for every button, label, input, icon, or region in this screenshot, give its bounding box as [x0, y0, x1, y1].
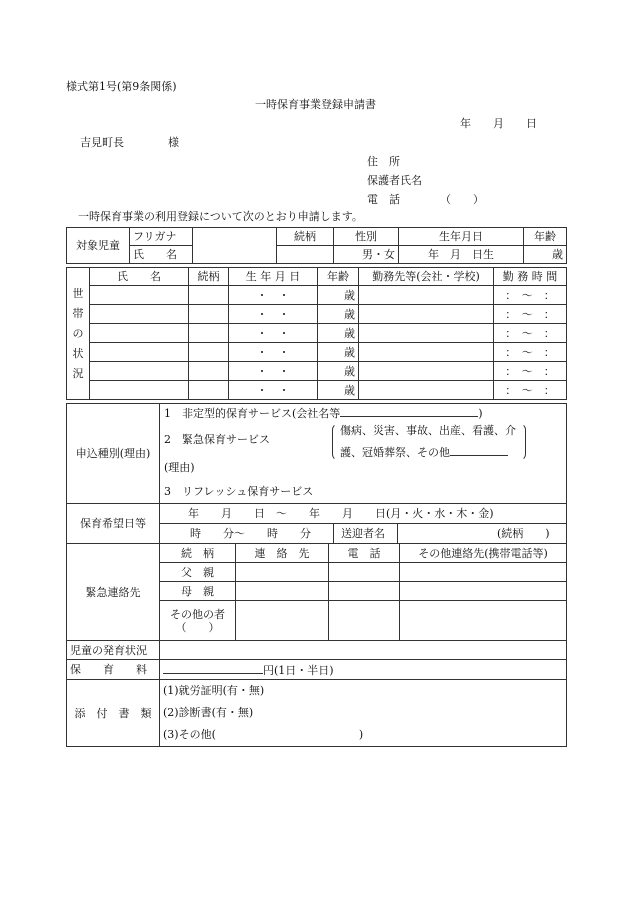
household-name-field[interactable] — [90, 324, 189, 343]
household-birthdate-field[interactable]: ・ ・ — [229, 286, 318, 305]
household-hours-field[interactable]: ： ～ ： — [494, 305, 567, 324]
time-range-cell[interactable]: 時 分～ 時 分 — [160, 524, 334, 544]
reason-label: (理由) — [164, 461, 195, 474]
relation-label: 続柄 — [277, 228, 334, 246]
age-label: 年齢 — [524, 228, 567, 246]
pickup-name-field[interactable] — [397, 524, 567, 544]
household-row — [67, 305, 567, 324]
child-name-field[interactable] — [193, 228, 277, 264]
other-phone-field[interactable] — [329, 601, 400, 641]
household-hours-field[interactable]: ： ～ ： — [494, 362, 567, 381]
household-table — [66, 267, 567, 400]
household-hours-field[interactable]: ： ～ ： — [494, 286, 567, 305]
address-label: 住 所 — [367, 155, 400, 168]
mother-other-field[interactable] — [400, 582, 567, 601]
household-name-field[interactable] — [90, 343, 189, 362]
mother-phone-field[interactable] — [329, 582, 400, 601]
household-name-field[interactable] — [90, 286, 189, 305]
household-workplace-field[interactable] — [359, 381, 494, 400]
page-title: 一時保育事業登録申請書 — [255, 98, 376, 111]
option-1-irregular: 1 非定型的保育サービス(会社名等 ) — [164, 407, 483, 420]
household-birthdate-field[interactable]: ・ ・ — [229, 324, 318, 343]
household-relation-field[interactable] — [189, 343, 229, 362]
household-header-birthdate: 生 年 月 日 — [229, 268, 318, 286]
household-age-field[interactable]: 歳 — [318, 305, 359, 324]
emergency-table — [66, 543, 567, 641]
desired-dates-label: 保育希望日等 — [67, 504, 160, 544]
household-birthdate-field[interactable]: ・ ・ — [229, 381, 318, 400]
household-age-field[interactable]: 歳 — [318, 324, 359, 343]
option-2-emergency[interactable]: 2 緊急保育サービス — [164, 433, 270, 446]
household-row — [67, 286, 567, 305]
household-name-field[interactable] — [90, 381, 189, 400]
household-birthdate-field[interactable]: ・ ・ — [229, 343, 318, 362]
attachments-field — [160, 680, 567, 747]
other-contact-field[interactable] — [236, 601, 329, 641]
fee-label: 保 育 料 — [67, 660, 160, 680]
household-birthdate-field[interactable]: ・ ・ — [229, 362, 318, 381]
household-header-workplace: 勤務先等(会社・学校) — [359, 268, 494, 286]
relation-field[interactable] — [277, 246, 334, 264]
household-birthdate-field[interactable]: ・ ・ — [229, 305, 318, 324]
household-relation-field[interactable] — [189, 305, 229, 324]
emergency-header-other: その他連絡先(携帯電話等) — [400, 544, 567, 563]
household-workplace-field[interactable] — [359, 362, 494, 381]
phone-area-code[interactable]: （ ） — [440, 193, 484, 206]
household-relation-field[interactable] — [189, 381, 229, 400]
emergency-header-contact: 連 絡 先 — [236, 544, 329, 563]
household-relation-field[interactable] — [189, 324, 229, 343]
application-type-field[interactable] — [160, 404, 567, 504]
intro-text: 一時保育事業の利用登録について次のとおり申請します。 — [78, 210, 363, 223]
other-other-field[interactable] — [400, 601, 567, 641]
company-name-field[interactable] — [340, 405, 478, 417]
development-label: 児童の発育状況 — [67, 641, 160, 660]
household-header-relation: 続柄 — [189, 268, 229, 286]
attachment-other[interactable]: (3)その他( ) — [163, 728, 364, 741]
household-age-field[interactable]: 歳 — [318, 286, 359, 305]
father-contact-field[interactable] — [236, 563, 329, 582]
household-hours-field[interactable]: ： ～ ： — [494, 343, 567, 362]
pickup-label: 送迎者名 — [341, 527, 385, 540]
pickup-relation: (続柄 ) — [497, 527, 550, 540]
household-age-field[interactable]: 歳 — [318, 343, 359, 362]
attachment-employment-cert[interactable]: (1)就労証明(有・無) — [163, 684, 265, 697]
fee-field[interactable]: 円(1日・半日) — [160, 660, 567, 680]
other-reason-field[interactable] — [450, 444, 508, 456]
other-person-label[interactable]: その他の者 （ ） — [160, 601, 236, 641]
child-label: 対象児童 — [67, 228, 130, 264]
household-row — [67, 381, 567, 400]
form-number: 様式第1号(第9条関係) — [66, 80, 177, 93]
household-header-name: 氏 名 — [90, 268, 189, 286]
household-row — [67, 324, 567, 343]
attachment-medical-cert[interactable]: (2)診断書(有・無) — [163, 706, 254, 719]
father-phone-field[interactable] — [329, 563, 400, 582]
household-header-age: 年齢 — [318, 268, 359, 286]
household-workplace-field[interactable] — [359, 286, 494, 305]
furigana-label: フリガナ — [130, 228, 193, 246]
household-relation-field[interactable] — [189, 362, 229, 381]
mother-label: 母 親 — [160, 582, 236, 601]
emergency-label: 緊急連絡先 — [67, 544, 160, 641]
bottom-table — [66, 640, 567, 747]
household-workplace-field[interactable] — [359, 343, 494, 362]
age-field[interactable]: 歳 — [524, 246, 567, 264]
phone-label: 電 話 — [367, 193, 400, 206]
development-field[interactable] — [160, 641, 567, 660]
sex-label: 性別 — [334, 228, 399, 246]
emergency-reasons-line1: 傷病、災害、事故、出産、看護、介 — [340, 424, 516, 437]
emergency-header-relation: 続 柄 — [160, 544, 236, 563]
household-label: 世帯の状況 — [67, 268, 90, 400]
desired-dates-field[interactable]: 年 月 日 ～ 年 月 日(月・火・水・木・金) — [160, 504, 567, 524]
sex-field[interactable]: 男・女 — [334, 246, 399, 264]
birthdate-field[interactable]: 年 月 日生 — [399, 246, 524, 264]
household-row — [67, 343, 567, 362]
household-relation-field[interactable] — [189, 286, 229, 305]
time-pickup-row — [160, 524, 567, 544]
emergency-reasons-line2: 護、冠婚葬祭、その他 — [340, 444, 508, 460]
father-label: 父 親 — [160, 563, 236, 582]
application-date[interactable]: 年 月 日 — [460, 117, 537, 130]
father-other-field[interactable] — [400, 563, 567, 582]
application-table — [66, 403, 567, 544]
child-table — [66, 227, 567, 264]
pickup-label-cell — [333, 524, 398, 544]
mother-contact-field[interactable] — [236, 582, 329, 601]
household-workplace-field[interactable] — [359, 324, 494, 343]
household-name-field[interactable] — [90, 362, 189, 381]
fee-amount-field[interactable] — [163, 662, 263, 674]
name-label: 氏 名 — [130, 246, 193, 264]
birthdate-label: 生年月日 — [399, 228, 524, 246]
household-name-field[interactable] — [90, 305, 189, 324]
attachments-label: 添 付 書 類 — [67, 680, 160, 747]
household-header-work-hours: 勤 務 時 間 — [494, 268, 567, 286]
application-type-label: 申込種別(理由) — [67, 404, 160, 504]
household-age-field[interactable]: 歳 — [318, 381, 359, 400]
option-3-refresh[interactable]: 3 リフレッシュ保育サービス — [164, 485, 314, 498]
household-row — [67, 362, 567, 381]
household-workplace-field[interactable] — [359, 305, 494, 324]
household-age-field[interactable]: 歳 — [318, 362, 359, 381]
addressee: 吉見町長 様 — [80, 136, 179, 149]
household-hours-field[interactable]: ： ～ ： — [494, 324, 567, 343]
guardian-name-label: 保護者氏名 — [367, 174, 422, 187]
emergency-header-phone: 電 話 — [329, 544, 400, 563]
household-hours-field[interactable]: ： ～ ： — [494, 381, 567, 400]
